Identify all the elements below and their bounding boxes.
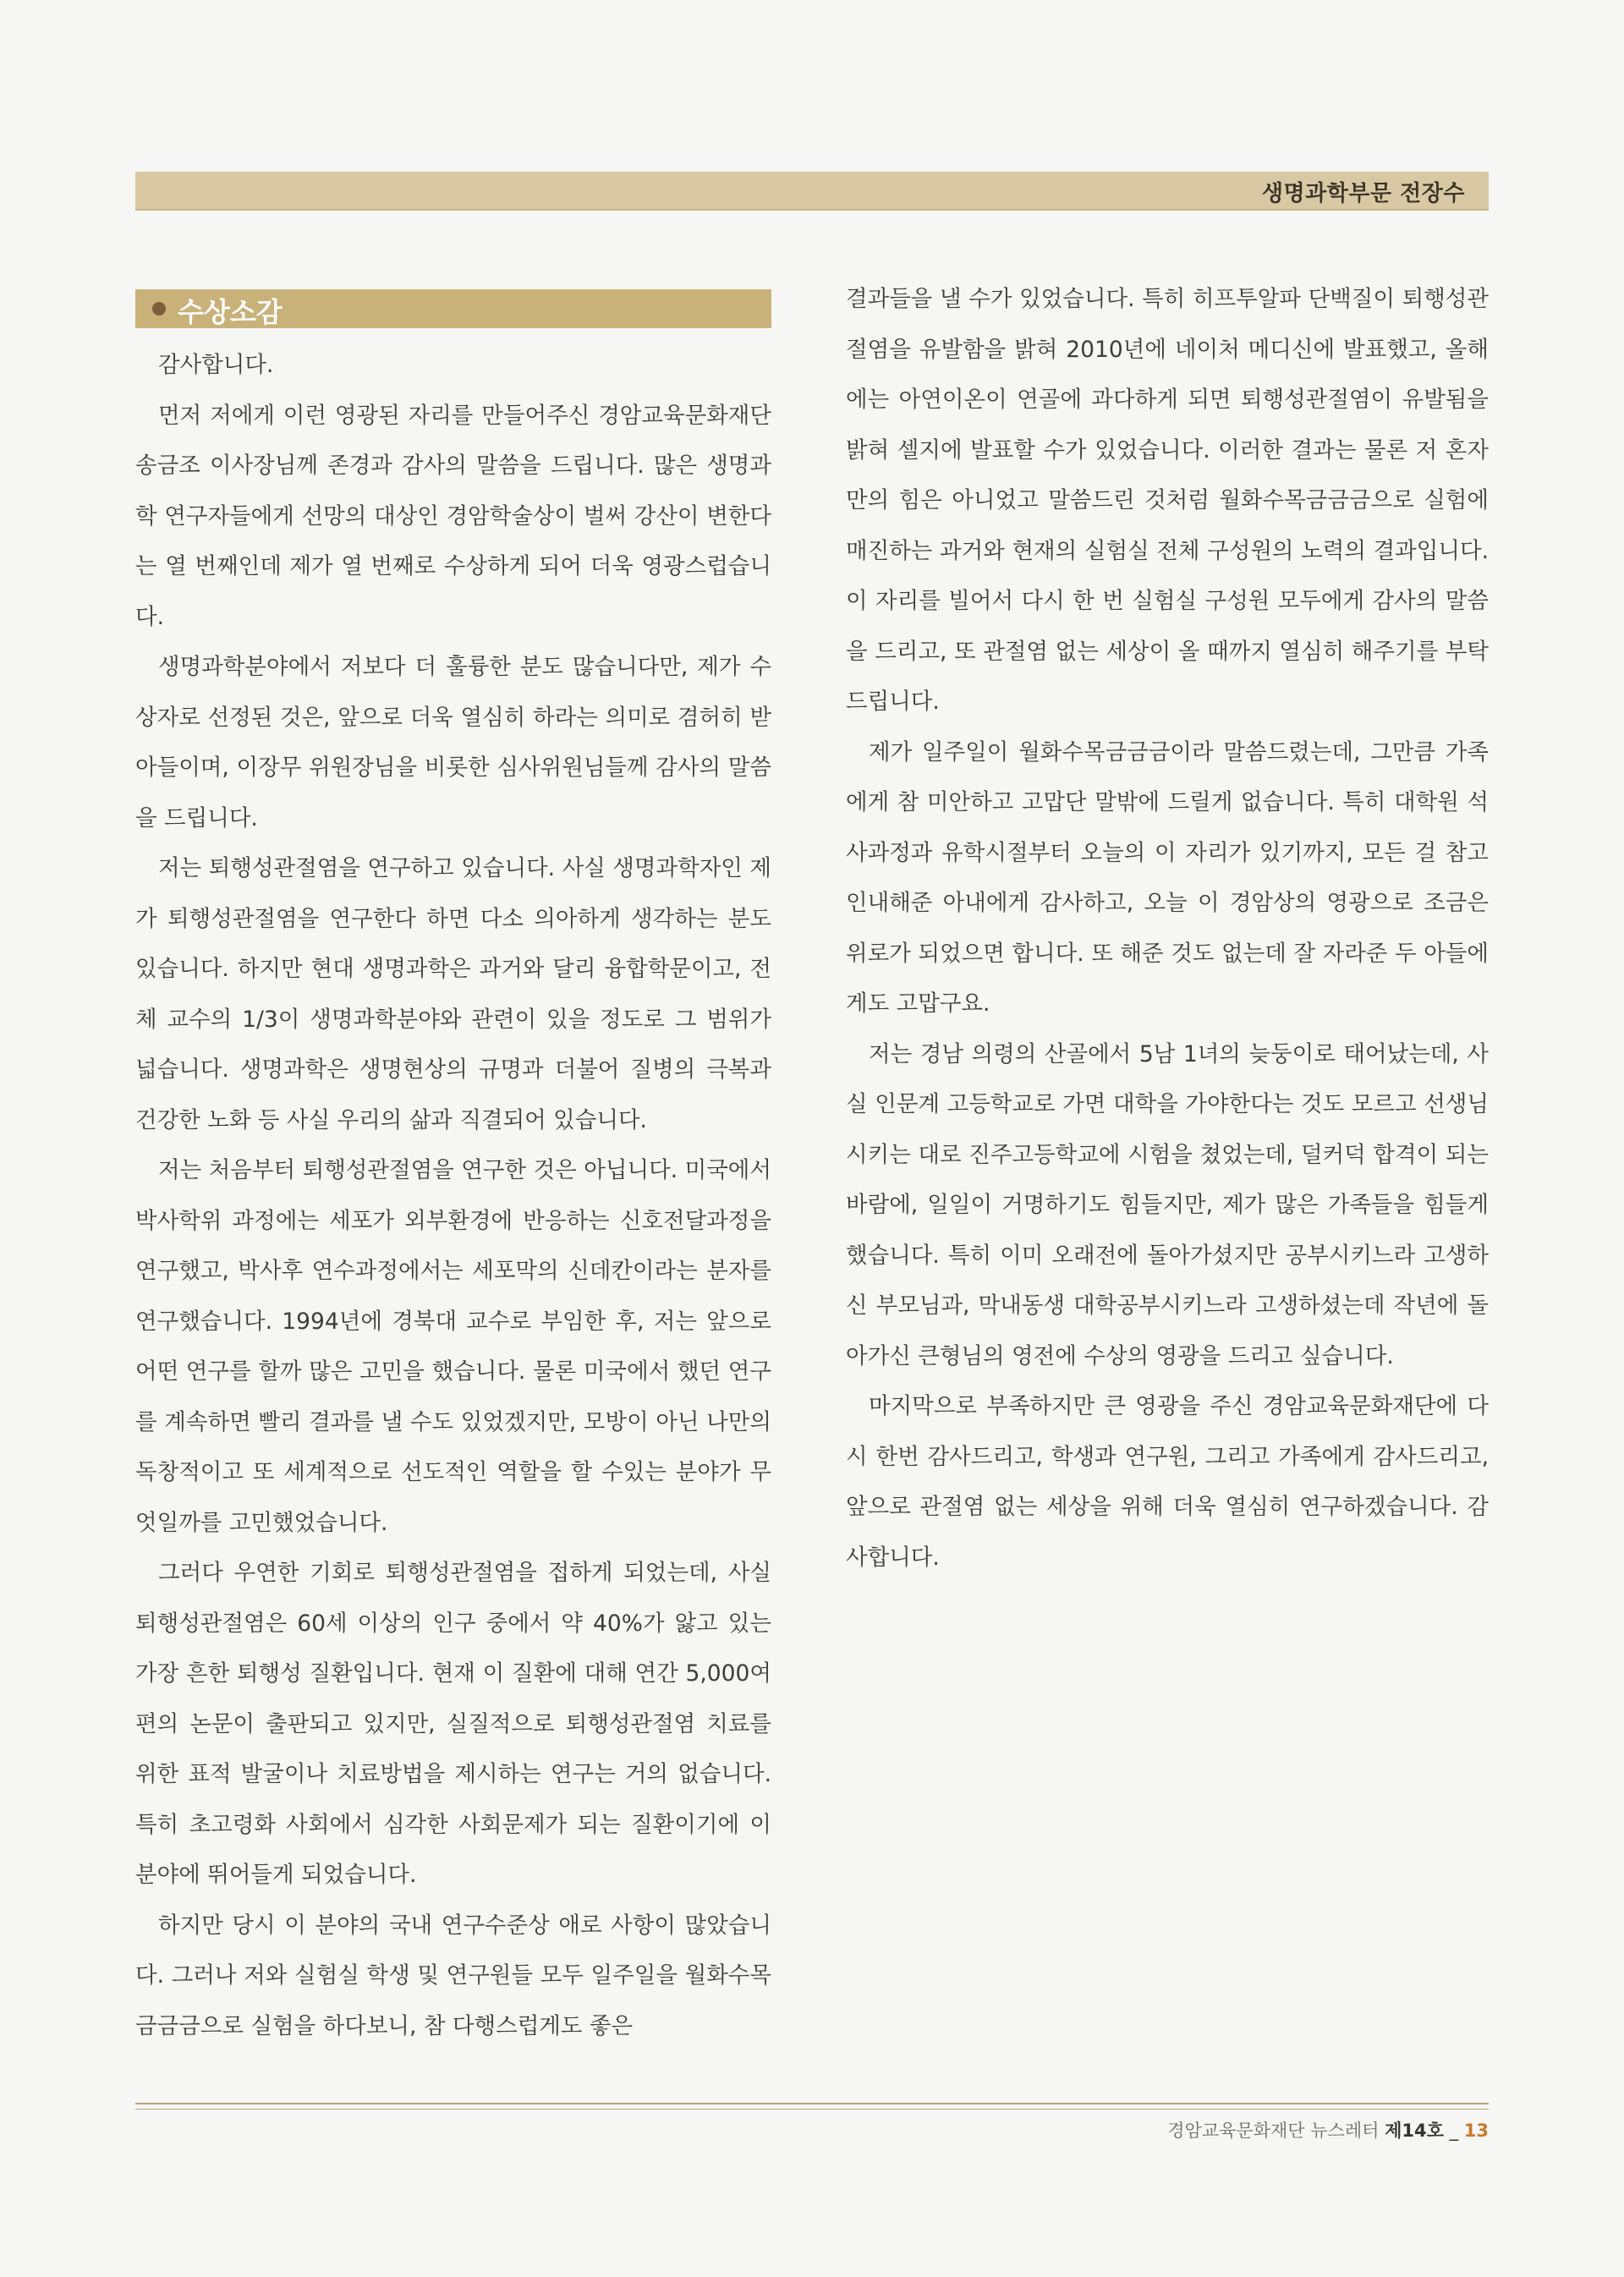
issue-number: 제14호 bbox=[1385, 2121, 1444, 2141]
page-number: 13 bbox=[1463, 2121, 1489, 2141]
page-footer bbox=[1167, 2117, 1489, 2143]
paragraph: 생명과학분야에서 저보다 더 훌륭한 분도 많습니다만, 제가 수상자로 선정된 것은, 앞으로 더욱 열심히 하라는 의미로 겸허히 받아들이며, 이장무 위원장님을 비롯한 심사위원님들께 감사의 말씀을 드립니다. bbox=[135, 654, 771, 831]
paragraph: 그러다 우연한 기회로 퇴행성관절염을 접하게 되었는데, 사실 퇴행성관절염은 60세 이상의 인구 중에서 약 40%가 앓고 있는 가장 흔한 퇴행성 질환입니다. 현재 이 질환에 대해 연간 5,000여 편의 논문이 출판되고 있지만, 실질적으로 퇴행성관절염 치료를 위한 표적 발굴이나 치료방법을 제시하는 연구는 거의 없습니다. 특히 초고령화 사회에서 심각한 사회문제가 되는 질환이기에 이 분야에 뛰어들게 되었습니다. bbox=[135, 1560, 771, 1888]
author-title: 생명과학부문 전장수 bbox=[1261, 181, 1465, 206]
section-heading-bar bbox=[135, 289, 771, 328]
paragraph: 저는 처음부터 퇴행성관절염을 연구한 것은 아닙니다. 미국에서 박사학위 과정에는 세포가 외부환경에 반응하는 신호전달과정을 연구했고, 박사후 연수과정에서는 세포막의 신데칸이라는 분자를 연구했습니다. 1994년에 경북대 교수로 부임한 후, 저는 앞으로 어떤 연구를 할까 많은 고민을 했습니다. 물론 미국에서 했던 연구를 계속하면 빨리 결과를 낼 수도 있었겠지만, 모방이 아닌 나만의 독창적이고 또 세계적으로 선도적인 역할을 할 수있는 분야가 무엇일까를 고민했었습니다. bbox=[135, 1157, 771, 1536]
paragraph: 저는 경남 의령의 산골에서 5남 1녀의 늦둥이로 태어났는데, 사실 인문계 고등학교로 가면 대학을 가야한다는 것도 모르고 선생님 시키는 대로 진주고등학교에 시험을 쳤었는데, 덜커덕 합격이 되는 바람에, 일일이 거명하기도 힘들지만, 제가 많은 가족들을 힘들게 했습니다. 특히 이미 오래전에 돌아가셨지만 공부시키느라 고생하신 부모님과, 막내동생 대학공부시키느라 고생하셨는데 작년에 돌아가신 큰형님의 영전에 수상의 영광을 드리고 싶습니다. bbox=[846, 1040, 1489, 1369]
paragraph: 저는 퇴행성관절염을 연구하고 있습니다. 사실 생명과학자인 제가 퇴행성관절염을 연구한다 하면 다소 의아하게 생각하는 분도 있습니다. 하지만 현대 생명과학은 과거와 달리 융합학문이고, 전체 교수의 1/3이 생명과학분야와 관련이 있을 정도로 그 범위가 넓습니다. 생명과학은 생명현상의 규명과 더불어 질병의 극복과 건강한 노화 등 사실 우리의 삶과 직결되어 있습니다. bbox=[135, 855, 771, 1133]
right-column bbox=[846, 274, 1489, 1583]
newsletter-name: 경암교육문화재단 뉴스레터 bbox=[1167, 2121, 1380, 2141]
footer-divider bbox=[135, 2103, 1489, 2104]
paragraph: 감사합니다. bbox=[158, 352, 274, 378]
bullet-dot-icon bbox=[152, 302, 166, 315]
paragraph: 결과들을 낼 수가 있었습니다. 특히 히프투알파 단백질이 퇴행성관절염을 유발함을 밝혀 2010년에 네이처 메디신에 발표했고, 올해에는 아연이온이 연골에 과다하게 되면 퇴행성관절염이 유발됨을 밝혀 셀지에 발표할 수가 있었습니다. 이러한 결과는 물론 저 혼자만의 힘은 아니었고 말씀드린 것처럼 월화수목금금금으로 실험에 매진하는 과거와 현재의 실험실 전체 구성원의 노력의 결과입니다. 이 자리를 빌어서 다시 한 번 실험실 구성원 모두에게 감사의 말씀을 드리고, 또 관절염 없는 세상이 올 때까지 열심히 해주기를 부탁드립니다. bbox=[846, 286, 1489, 715]
paragraph: 제가 일주일이 월화수목금금금이라 말씀드렸는데, 그만큼 가족에게 참 미안하고 고맙단 말밖에 드릴게 없습니다. 특히 대학원 석사과정과 유학시절부터 오늘의 이 자리가 있기까지, 모든 걸 참고 인내해준 아내에게 감사하고, 오늘 이 경암상의 영광으로 조금은 위로가 되었으면 합니다. 또 해준 것도 없는데 잘 자라준 두 아들에게도 고맙구요. bbox=[846, 738, 1489, 1017]
paragraph: 하지만 당시 이 분야의 국내 연구수준상 애로 사항이 많았습니다. 그러나 저와 실험실 학생 및 연구원들 모두 일주일을 월화수목금금금으로 실험을 하다보니, 참 다행스럽게도 좋은 bbox=[135, 1912, 771, 2039]
footer-separator: _ bbox=[1449, 2121, 1459, 2141]
paragraph: 마지막으로 부족하지만 큰 영광을 주신 경암교육문화재단에 다시 한번 감사드리고, 학생과 연구원, 그리고 가족에게 감사드리고, 앞으로 관절염 없는 세상을 위해 더욱 열심히 연구하겠습니다. 감사합니다. bbox=[846, 1393, 1489, 1571]
footer-divider-thin bbox=[135, 2109, 1489, 2110]
paragraph: 먼저 저에게 이런 영광된 자리를 만들어주신 경암교육문화재단 송금조 이사장님께 존경과 감사의 말씀을 드립니다. 많은 생명과학 연구자들에게 선망의 대상인 경암학술상이 벌써 강산이 변한다는 열 번째인데 제가 열 번째로 수상하게 되어 더욱 영광스럽습니다. bbox=[135, 402, 771, 630]
left-column bbox=[135, 340, 771, 2051]
section-title: 수상소감 bbox=[178, 296, 283, 328]
header-bar bbox=[135, 172, 1489, 211]
